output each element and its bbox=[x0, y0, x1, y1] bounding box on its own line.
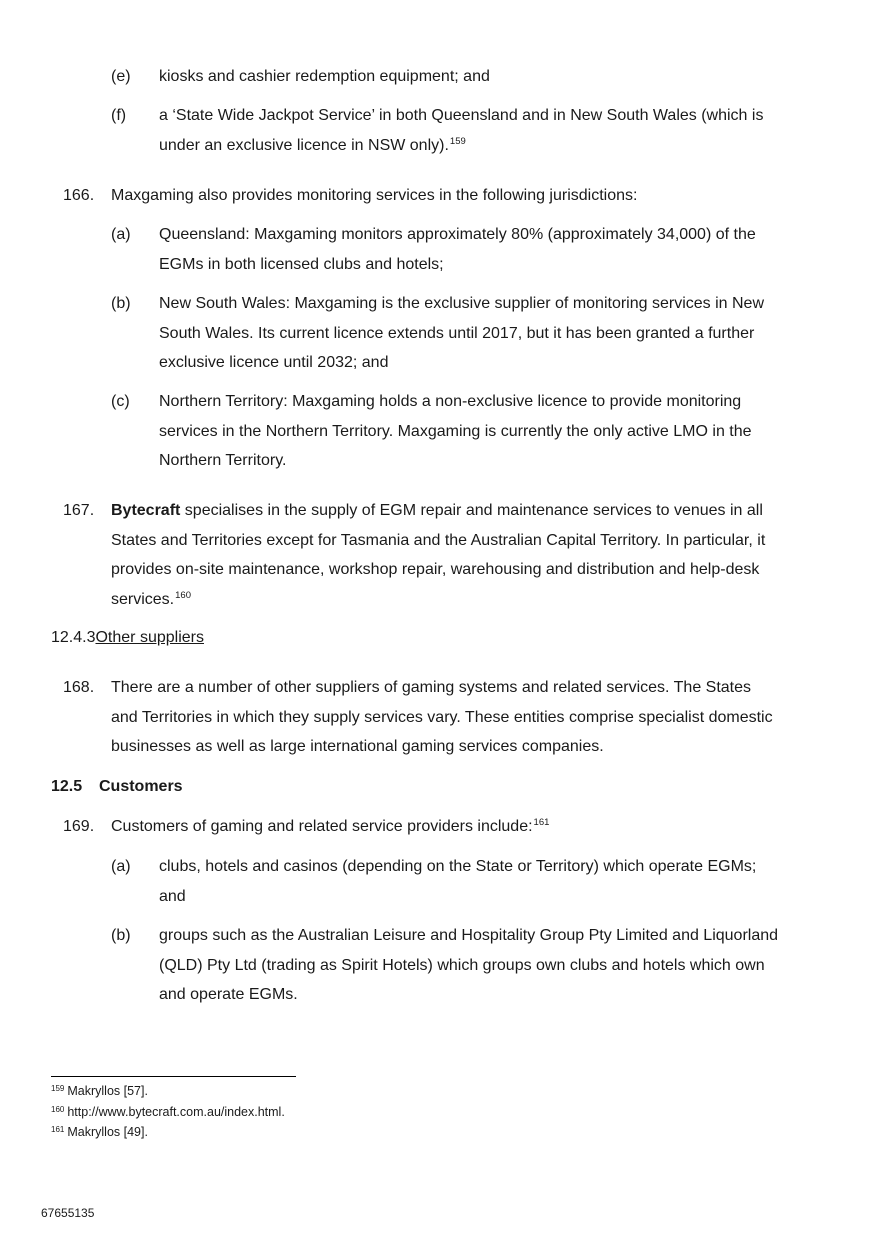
item-169b-line-3: and operate EGMs. bbox=[159, 986, 298, 1004]
para-168-line-2: and Territories in which they supply services vary. These entities comprise specialist domestic bbox=[111, 708, 773, 726]
para-number-167: 167. bbox=[63, 502, 95, 519]
footnotes bbox=[51, 1081, 285, 1143]
footnote-ref-160[interactable]: 160 bbox=[175, 589, 191, 601]
para-167-line-4-text: services. bbox=[111, 590, 175, 608]
item-166b-line-2: South Wales. Its current licence extends until 2017, but it has been granted a further bbox=[159, 324, 755, 342]
subheading-12-4-3 bbox=[51, 629, 204, 647]
item-f-line-1: a ‘State Wide Jackpot Service’ in both Queensland and in New South Wales (which is bbox=[159, 107, 764, 124]
footnote-161 bbox=[51, 1122, 285, 1143]
footnote-160-link[interactable]: http://www.bytecraft.com.au/index.html. bbox=[67, 1104, 285, 1119]
para-number-168: 168. bbox=[63, 679, 95, 696]
item-label-166a: (a) bbox=[111, 226, 131, 243]
footnote-159-marker: 159 bbox=[51, 1084, 65, 1093]
footnote-160-marker: 160 bbox=[51, 1104, 65, 1114]
item-169a-line-1: clubs, hotels and casinos (depending on the State or Territory) which operate EGMs; bbox=[159, 858, 757, 875]
item-166a-text bbox=[159, 220, 756, 279]
para-166-text: Maxgaming also provides monitoring services in the following jurisdictions: bbox=[111, 187, 638, 204]
item-166b-text bbox=[159, 289, 764, 378]
item-label-166c: (c) bbox=[111, 393, 130, 410]
para-167-text bbox=[111, 496, 765, 614]
para-167-line-3: provides on-site maintenance, workshop repair, warehousing and distribution and help-desk bbox=[111, 561, 760, 579]
subheading-title: Other suppliers bbox=[95, 629, 204, 646]
section-title-customers: Customers bbox=[99, 778, 183, 795]
item-169a-text bbox=[159, 852, 756, 911]
item-label-166b: (b) bbox=[111, 295, 131, 312]
item-169b-text bbox=[159, 921, 778, 1010]
document-number: 67655135 bbox=[41, 1206, 95, 1220]
item-166c-line-3: Northern Territory. bbox=[159, 452, 287, 470]
item-f-line-2-text: under an exclusive licence in NSW only). bbox=[159, 136, 449, 154]
para-168-text bbox=[111, 673, 773, 762]
footnote-159-text: Makryllos [57]. bbox=[67, 1084, 148, 1098]
para-169-text bbox=[111, 812, 549, 842]
para-number-166: 166. bbox=[63, 187, 95, 204]
footnote-159 bbox=[51, 1081, 285, 1102]
item-166a-line-2: EGMs in both licensed clubs and hotels; bbox=[159, 255, 444, 273]
para-168-line-1: There are a number of other suppliers of gaming systems and related services. The States bbox=[111, 679, 752, 696]
item-e-line-1: kiosks and cashier redemption equipment; and bbox=[159, 68, 490, 85]
para-169-line-text: Customers of gaming and related service providers include: bbox=[111, 818, 533, 835]
item-label-f: (f) bbox=[111, 107, 127, 124]
para-167-line-4 bbox=[111, 585, 765, 615]
item-e-text bbox=[159, 62, 490, 92]
footnote-separator bbox=[51, 1076, 296, 1077]
item-166c-line-2: services in the Northern Territory. Maxgaming is currently the only active LMO in the bbox=[159, 422, 752, 440]
item-169b-line-1: groups such as the Australian Leisure and Hospitality Group Pty Limited and Liquorland bbox=[159, 927, 779, 944]
item-f-text bbox=[159, 101, 763, 160]
item-166a-line-1: Queensland: Maxgaming monitors approximately 80% (approximately 34,000) of the bbox=[159, 226, 756, 243]
para-number-169: 169. bbox=[63, 818, 95, 835]
item-166b-line-3: exclusive licence until 2032; and bbox=[159, 354, 389, 372]
item-label-e: (e) bbox=[111, 68, 131, 85]
item-label-169a: (a) bbox=[111, 858, 131, 875]
item-169b-line-2: (QLD) Pty Ltd (trading as Spirit Hotels) which groups own clubs and hotels which own bbox=[159, 956, 765, 974]
footnote-160 bbox=[51, 1102, 285, 1123]
item-169a-line-2: and bbox=[159, 887, 186, 905]
item-label-169b: (b) bbox=[111, 927, 131, 944]
para-167-line-1-rest: specialises in the supply of EGM repair and maintenance services to venues in all bbox=[180, 502, 763, 519]
item-166c-line-1: Northern Territory: Maxgaming holds a non-exclusive licence to provide monitoring bbox=[159, 393, 742, 410]
subheading-number: 12.4.3 bbox=[51, 629, 96, 646]
para-167-line-2: States and Territories except for Tasmania and the Australian Capital Territory. In particular, it bbox=[111, 531, 766, 549]
item-f-line-2 bbox=[159, 131, 763, 161]
bytecraft-lead: Bytecraft bbox=[111, 502, 181, 519]
footnote-161-text: Makryllos [49]. bbox=[67, 1125, 148, 1139]
item-166b-line-1: New South Wales: Maxgaming is the exclusive supplier of monitoring services in New bbox=[159, 295, 764, 312]
footnote-161-marker: 161 bbox=[51, 1125, 65, 1134]
section-number-12-5: 12.5 bbox=[51, 778, 83, 795]
footnote-ref-159[interactable]: 159 bbox=[449, 135, 466, 147]
footnote-ref-161[interactable]: 161 bbox=[533, 817, 550, 828]
para-167-line-1 bbox=[111, 496, 765, 526]
para-168-line-3: businesses as well as large international gaming services companies. bbox=[111, 738, 604, 756]
item-166c-text bbox=[159, 387, 752, 476]
